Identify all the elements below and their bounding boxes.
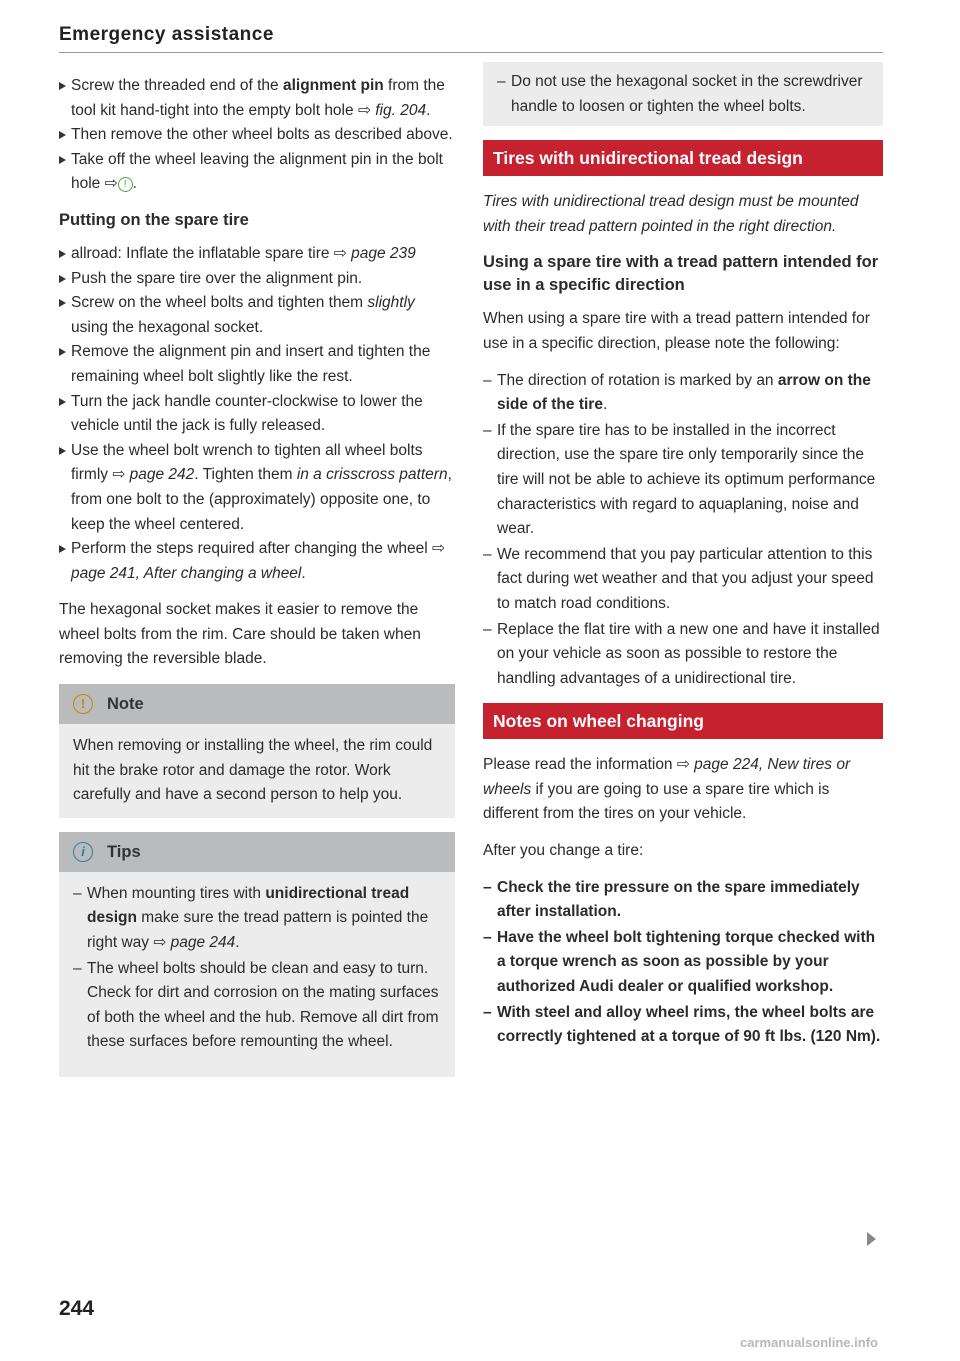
list-item: – Replace the flat tire with a new one and have it installed on your vehicle as soon as possible to restore the handling advantages of a unidirectional tire. (483, 618, 883, 692)
body-paragraph: When using a spare tire with a tread pattern intended for use in a specific direction, please note the following: (483, 310, 870, 352)
list-item: – Have the wheel bolt tightening torque checked with a torque wrench as soon as possible by your authorized Audi dealer or qualified workshop. (483, 926, 883, 1000)
list-item: Use the wheel bolt wrench to tighten all wheel bolts firmly ⇨ page 242. Tighten them in a crisscross pattern, from one bolt to the (approximately) opposite one, to keep the wheel centered. (59, 439, 455, 537)
list-item: Screw the threaded end of the alignment pin from the tool kit hand-tight into the empty bolt hole ⇨ fig. 204. (59, 74, 455, 123)
direction-notes-list (483, 369, 883, 692)
step-list-spare (59, 242, 455, 586)
figure-reference[interactable]: ⇨ fig. 204 (357, 101, 427, 119)
section-title-wheel-changing: Notes on wheel changing (483, 703, 883, 739)
after-change-list (483, 876, 883, 1050)
left-column (59, 74, 455, 1077)
list-item: – Do not use the hexagonal socket in the screwdriver handle to loosen or tighten the wheel bolts. (497, 70, 869, 119)
note-title: Note (107, 694, 144, 713)
caution-icon: ! (118, 177, 133, 192)
list-item: Then remove the other wheel bolts as described above. (59, 123, 455, 148)
note-header (59, 684, 455, 724)
body-paragraph: Please read the information ⇨ page 224, New tires or wheels if you are going to use a spare tire which is different from the tires on your vehicle. (483, 756, 851, 823)
step-list-removal (59, 74, 455, 197)
tips-list (73, 882, 441, 1055)
list-item: – The direction of rotation is marked by an arrow on the side of the tire. (483, 369, 883, 418)
caution-icon: ! (73, 694, 93, 714)
header-divider (59, 52, 883, 53)
tips-title: Tips (107, 842, 141, 861)
page-header-title: Emergency assistance (59, 24, 274, 45)
caution-reference[interactable]: ⇨ ! (105, 175, 133, 192)
section-subheading: Using a spare tire with a tread pattern intended for use in a specific direction (483, 253, 879, 295)
section-intro: Tires with unidirectional tread design must be mounted with their tread pattern pointed in the right direction. (483, 193, 859, 235)
section-title-unidirectional: Tires with unidirectional tread design (483, 140, 883, 176)
body-paragraph: The hexagonal socket makes it easier to remove the wheel bolts from the rim. Care should be taken when removing the reversible blade. (59, 601, 421, 668)
section-subheading: Putting on the spare tire (59, 210, 249, 229)
warning-list (497, 70, 869, 119)
page-number: 244 (59, 1297, 95, 1320)
list-item: – When mounting tires with unidirectional tread design make sure the tread pattern is pointed the right way ⇨ page 244. (73, 882, 441, 956)
page-reference[interactable]: ⇨ page 242 (112, 466, 195, 484)
list-item: Turn the jack handle counter-clockwise to lower the vehicle until the jack is fully released. (59, 390, 455, 439)
body-paragraph: After you change a tire: (483, 842, 644, 860)
tips-box (59, 832, 455, 1077)
list-item: Perform the steps required after changing the wheel ⇨ page 241, After changing a wheel. (59, 537, 455, 586)
tips-header (59, 832, 455, 872)
page-reference[interactable]: ⇨ page 224, New tires or wheels (483, 756, 851, 798)
info-icon: i (73, 842, 93, 862)
page-reference[interactable]: ⇨ page 239 (333, 244, 416, 262)
list-item: – We recommend that you pay particular attention to this fact during wet weather and that you adjust your speed to match road conditions. (483, 543, 883, 617)
right-column (483, 74, 883, 1062)
list-item: Take off the wheel leaving the alignment pin in the bolt hole ⇨ ! . (59, 148, 455, 197)
list-item: Screw on the wheel bolts and tighten them slightly using the hexagonal socket. (59, 291, 455, 340)
note-box (59, 684, 455, 818)
note-text: When removing or installing the wheel, the rim could hit the brake rotor and damage the rotor. Work carefully and have a second person to help you. (73, 737, 433, 804)
warning-continuation-box (483, 62, 883, 126)
list-item: Push the spare tire over the alignment pin. (59, 267, 455, 292)
list-item: – Check the tire pressure on the spare immediately after installation. (483, 876, 883, 925)
page-reference[interactable]: ⇨ page 241, After changing a wheel (71, 540, 446, 582)
page-reference[interactable]: ⇨ page 244 (153, 934, 236, 952)
list-item: Remove the alignment pin and insert and tighten the remaining wheel bolt slightly like the rest. (59, 340, 455, 389)
watermark: carmanualsonline.info (740, 1335, 878, 1350)
continue-arrow-icon (867, 1232, 876, 1246)
list-item: – The wheel bolts should be clean and easy to turn. Check for dirt and corrosion on the mating surfaces of both the wheel and the hub. Remove all dirt from these surfaces before remounting the wheel. (73, 957, 441, 1055)
list-item: allroad: Inflate the inflatable spare tire ⇨ page 239 (59, 242, 455, 267)
list-item: – With steel and alloy wheel rims, the wheel bolts are correctly tightened at a torque of 90 ft lbs. (120 Nm). (483, 1001, 883, 1050)
list-item: – If the spare tire has to be installed in the incorrect direction, use the spare tire only temporarily since the tire will not be able to achieve its optimum performance characteristics with regard to aquaplaning, noise and wear. (483, 419, 883, 542)
